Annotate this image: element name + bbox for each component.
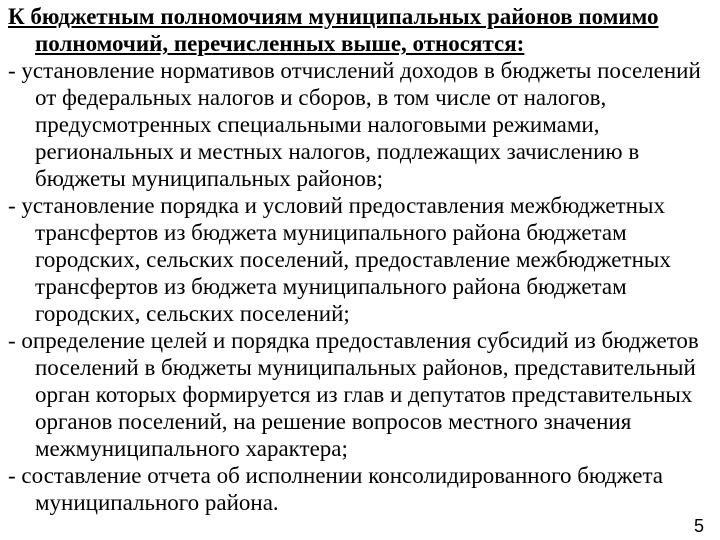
list-item-4: - составление отчета об исполнении консолидированного бюджета муниципального района.	[8, 463, 663, 515]
list-item-1: - установление нормативов отчислений доходов в бюджеты поселений от федеральных налогов и сборов, в том числе от налогов, предусмотренных специальными налоговыми режимами, региональных и местных налогов, подлежащих зачислению в бюджеты муниципальных районов;	[8, 58, 701, 191]
page-number: 5	[693, 516, 704, 536]
list-item-2: - установление порядка и условий предоставления межбюджетных трансфертов из бюджета муниципального района бюджетам городских, сельских поселений, предоставление межбюджетных трансфертов из бюджета муниципального района бюджетам городских, сельских поселений;	[8, 193, 671, 326]
list-item-3: - определение целей и порядка предоставления субсидий из бюджетов поселений в бюджеты муниципальных районов, представительный орган которых формируется из глав и депутатов представительных органов поселений, на решение вопросов местного значения межмуниципального характера;	[8, 328, 699, 461]
slide-heading: К бюджетным полномочиям муниципальных районов помимо полномочий, перечисленных выше, относятся:	[8, 4, 659, 56]
